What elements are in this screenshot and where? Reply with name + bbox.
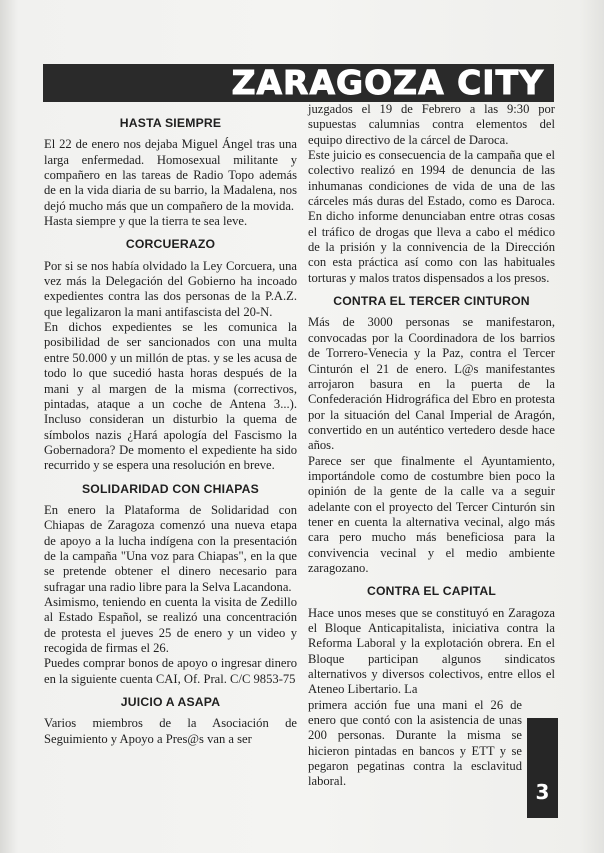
article-paragraph: Más de 3000 personas se manifestaron, convocadas por la Coordinadora de los barrios de Torrero-Venecia y la Paz, contra el Tercer Cinturón el 21 de enero. L@s manifestantes arrojaron basura en la puerta de la Confederación Hidrográfica del Ebro en protesta por la situación del Canal Imperial de Aragón, convertido en un auténtico vertedero desde hace años. bbox=[308, 315, 555, 453]
page-number-tab bbox=[527, 718, 558, 818]
article-heading-cinturon: CONTRA EL TERCER CINTURON bbox=[333, 294, 530, 309]
article-paragraph: primera acción fue una mani el 26 de enero que contó con la asistencia de unas 200 personas. Durante la misma se hicieron pintadas en bancos y ETT y se pegaron pegatinas contra la esclavitud laboral. bbox=[308, 697, 522, 789]
article-paragraph: En enero la Plataforma de Solidaridad con Chiapas de Zaragoza comenzó una nueva etapa de apoyo a la lucha indígena con la presentación de la campaña "Una voz para Chiapas", en la que se pretende obtener el dinero necesario para sufragar una radio libre para la Selva Lacandona. bbox=[44, 502, 297, 594]
article-paragraph: juzgados el 19 de Febrero a las 9:30 por supuestas calumnias contra elementos del equipo directivo de la cárcel de Daroca. bbox=[308, 102, 555, 147]
article-paragraph: Por si se nos había olvidado la Ley Corcuera, una vez más la Delegación del Gobierno ha incoado expedientes contra las dos personas de la P.A.Z. que legalizaron la mani antifascista del 20-N. bbox=[44, 258, 297, 319]
article-heading-hasta-siempre: HASTA SIEMPRE bbox=[119, 116, 222, 130]
article-heading-juicio: JUICIO A ASAPA bbox=[120, 695, 221, 710]
article-heading-capital: CONTRA EL CAPITAL bbox=[366, 584, 497, 599]
left-column bbox=[44, 110, 297, 747]
right-column bbox=[308, 102, 555, 790]
article-paragraph: Asimismo, teniendo en cuenta la visita de Zedillo al Estado Español, se realizó una concentración de protesta el jueves 25 de enero y un video y recogida de firmas el 26. bbox=[44, 594, 297, 655]
article-paragraph: Parece ser que finalmente el Ayuntamiento, importándole como de costumbre bien poco la opinión de la gente de la calle va a seguir adelante con el proyecto del Tercer Cinturón sin tener en cuenta la alternativa vecinal, algo más cara pero mucho más beneficiosa para la convivencia vecinal y el medio ambiente zaragozano. bbox=[308, 453, 555, 575]
page-number: 3 bbox=[535, 780, 550, 804]
section-banner bbox=[43, 64, 554, 102]
article-heading-chiapas: SOLIDARIDAD CON CHIAPAS bbox=[81, 481, 260, 496]
article-paragraph: Hace unos meses que se constituyó en Zaragoza el Bloque Anticapitalista, iniciativa contra la Reforma Laboral y la explotación obrera. En el Bloque participan algunos sindicatos alternativos y diversos colectivos, entre ellos el Ateneo Libertario. La bbox=[308, 605, 555, 697]
section-title: ZARAGOZA CITY bbox=[231, 63, 544, 102]
article-paragraph: Este juicio es consecuencia de la campaña que el colectivo realizó en 1994 de denuncia de las inhumanas condiciones de vida de una de las cárceles más duras del Estado, como es Daroca. En dicho informe denunciaban entre otras cosas el tráfico de drogas que lleva a cabo el médico de la prisión y la connivencia de la Dirección con esta práctica así como con las habituales torturas y malos tratos dispensados a los presos. bbox=[308, 148, 555, 285]
article-paragraph: Varios miembros de la Asociación de Seguimiento y Apoyo a Pres@s van a ser bbox=[44, 716, 297, 746]
article-paragraph: Hasta siempre y que la tierra te sea leve. bbox=[44, 214, 248, 229]
article-paragraph: En dichos expedientes se les comunica la posibilidad de ser sancionados con una multa entre 50.000 y un millón de ptas. y se les acusa de todo lo que sucedió hasta horas después de la mani y al margen de la misma (correctivos, pintadas, ataque a un coche de Antena 3...). Incluso consideran un disturbio la quema de símbolos nazis ¿Hará apología del Fascismo la Gobernadora? De momento el expediente ha sido recurrido y se espera una resolución en breve. bbox=[44, 320, 297, 473]
article-heading-corcuerazo: CORCUERAZO bbox=[125, 237, 216, 252]
article-paragraph: El 22 de enero nos dejaba Miguel Ángel tras una larga enfermedad. Homosexual militante y compañero en las tareas de Radio Topo además de en la vida diaria de su barrio, la Madalena, nos dejó mucho más que un compañero de la movida. bbox=[44, 137, 297, 213]
article-paragraph: Puedes comprar bonos de apoyo o ingresar dinero en la siguiente cuenta CAI, Of. Pral. C/C 9853-75 bbox=[44, 656, 297, 686]
